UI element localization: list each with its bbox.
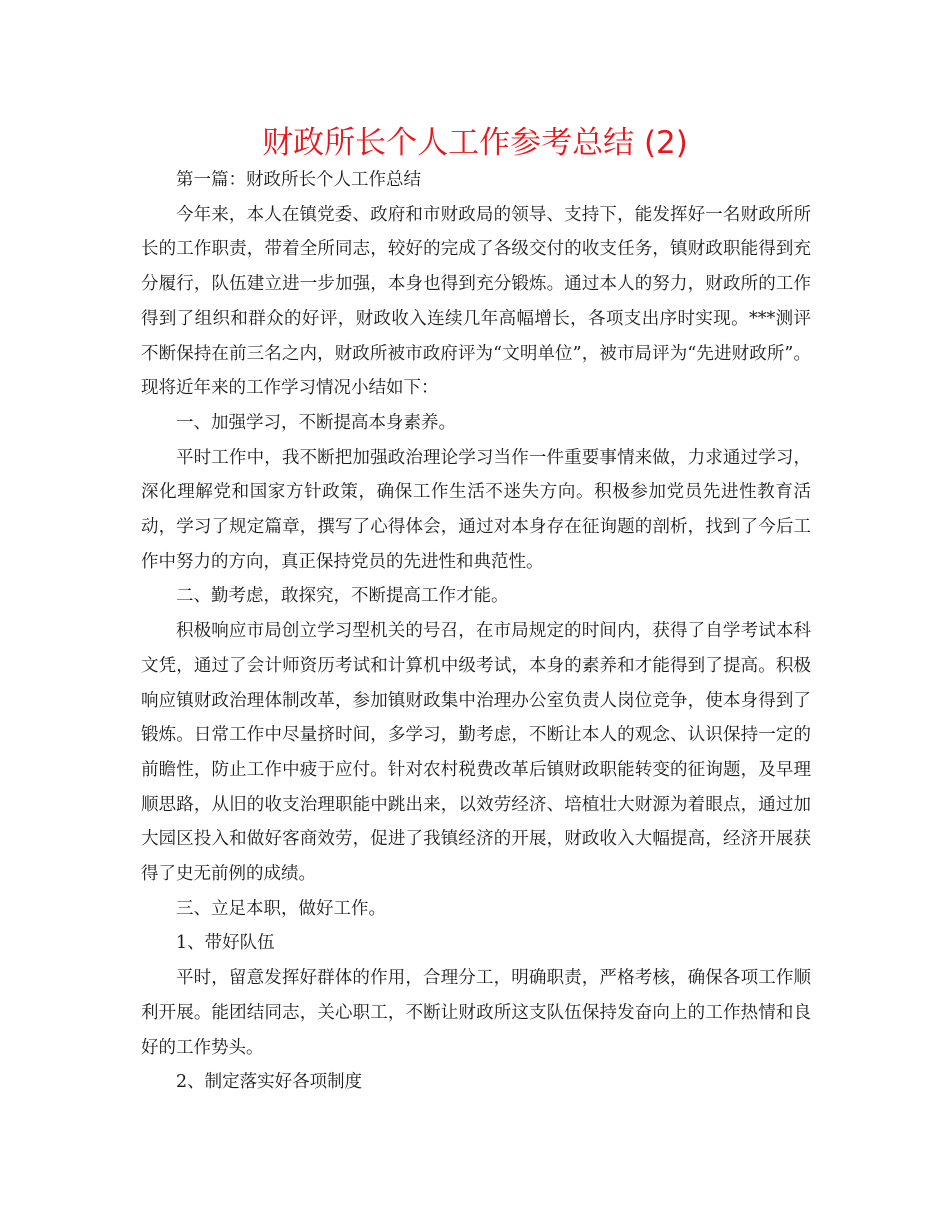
document-body [141,163,811,1100]
document-title: 财政所长个人工作参考总结 (2) [262,125,688,161]
paragraph-section-2: 积极响应市局创立学习型机关的号召，在市局规定的时间内，获得了自学考试本科文凭，通过了会计师资历考试和计算机中级考试，本身的素养和才能得到了提高。积极响应镇财政治理体制改革，参加镇财政集中治理办公室负责人岗位竞争，使本身得到了锻炼。日常工作中尽量挤时间，多学习，勤考虑，不断让本人的观念、认识保持一定的前瞻性，防止工作中疲于应付。针对农村税费改革后镇财政职能转变的征询题，及早理顺思路，从旧的收支治理职能中跳出来，以效劳经济、培植壮大财源为着眼点，通过加大园区投入和做好客商效劳，促进了我镇经济的开展，财政收入大幅提高，经济开展获得了史无前例的成绩。 [141,621,811,885]
section-heading-1: 一、加强学习，不断提高本身素养。 [176,412,456,433]
paragraph-subsection-1: 平时，留意发挥好群体的作用，合理分工，明确职责，严格考核，确保各项工作顺利开展。能团结同志，关心职工，不断让财政所这支队伍保持发奋向上的工作热情和良好的工作势头。 [141,968,811,1058]
paragraph-section-1: 平时工作中，我不断把加强政治理论学习当作一件重要事情来做，力求通过学习，深化理解党和国家方针政策，确保工作生活不迷失方向。积极参加党员先进性教育活动，学习了规定篇章，撰写了心得体会，通过对本身存在征询题的剖析，找到了今后工作中努力的方向，真正保持党员的先进性和典范性。 [141,447,811,572]
paragraph-heading-1: 第一篇：财政所长个人工作总结 [176,170,421,190]
paragraph-intro: 今年来，本人在镇党委、政府和市财政局的领导、支持下，能发挥好一名财政所所长的工作职责，带着全所同志，较好的完成了各级交付的收支任务，镇财政职能得到充分履行，队伍建立进一步加强，本身也得到充分锻炼。通过本人的努力，财政所的工作得到了组织和群众的好评，财政收入连续几年高幅增长，各项支出序时实现。***测评不断保持在前三名之内，财政所被市政府评为“文明单位”，被市局评为“先进财政所”。现将近年来的工作学习情况小结如下： [141,204,811,399]
subheading-2: 2、制定落实好各项制度 [176,1072,363,1093]
section-heading-2: 二、勤考虑，敢探究，不断提高工作才能。 [176,586,509,607]
section-heading-3: 三、立足本职，做好工作。 [176,898,386,919]
subheading-1: 1、带好队伍 [176,933,275,954]
